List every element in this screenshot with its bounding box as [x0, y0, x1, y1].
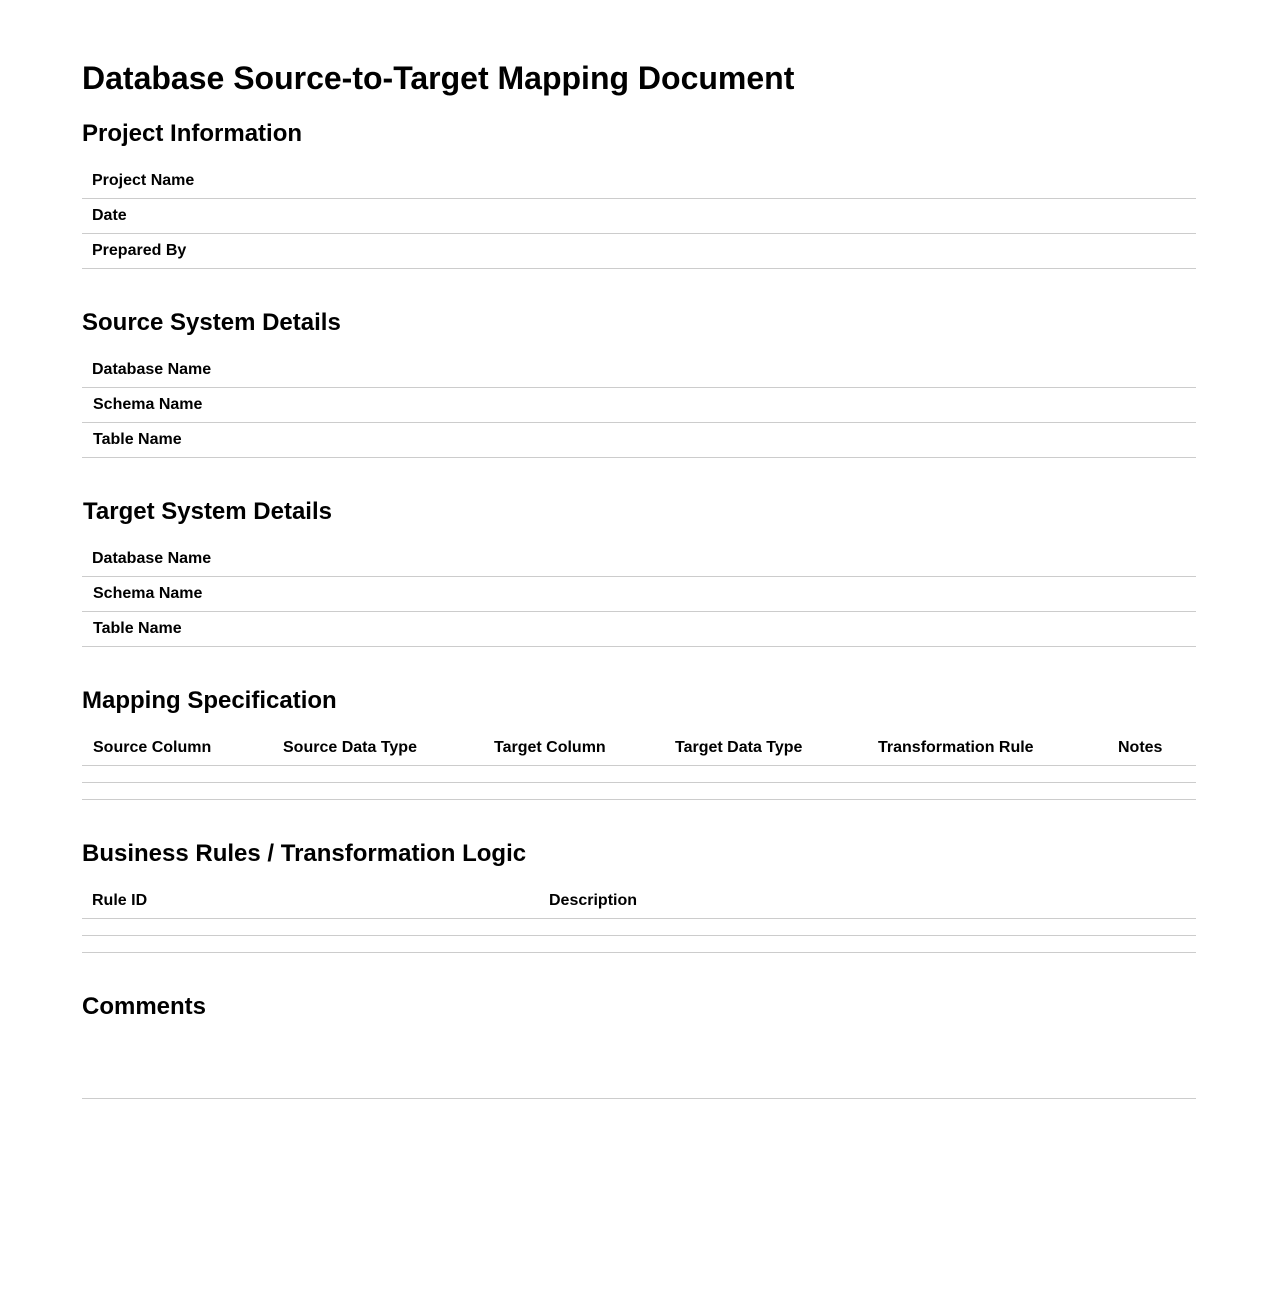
table-row [82, 783, 1196, 800]
field-label-table-name: Table Name [82, 423, 1196, 458]
source-system-table [82, 353, 1196, 458]
section-heading-project-information: Project Information [82, 120, 303, 147]
section-heading-target-system: Target System Details [83, 498, 332, 525]
column-header-description: Description [539, 884, 1196, 919]
field-label-database-name: Database Name [82, 353, 1196, 388]
column-header-notes: Notes [1108, 731, 1196, 766]
project-information-table [82, 164, 1196, 269]
cell [665, 783, 868, 800]
table-row [82, 423, 1196, 458]
field-label-date: Date [82, 199, 1196, 234]
table-row [82, 936, 1196, 953]
cell [484, 783, 665, 800]
table-row [82, 234, 1196, 269]
cell [868, 766, 1108, 783]
cell [82, 919, 539, 936]
cell [1108, 766, 1196, 783]
table-row [82, 164, 1196, 199]
table-row [82, 542, 1196, 577]
field-label-schema-name: Schema Name [82, 388, 1196, 423]
table-header-row [82, 884, 1196, 919]
cell [82, 936, 539, 953]
field-label-schema-name: Schema Name [82, 577, 1196, 612]
section-heading-mapping-specification: Mapping Specification [82, 687, 337, 714]
column-header-transformation-rule: Transformation Rule [868, 731, 1108, 766]
table-row [82, 388, 1196, 423]
cell [539, 919, 1196, 936]
cell [273, 766, 484, 783]
comments-area [82, 1030, 1196, 1099]
cell [1108, 783, 1196, 800]
field-label-table-name: Table Name [82, 612, 1196, 647]
table-row [82, 199, 1196, 234]
section-heading-source-system: Source System Details [82, 309, 341, 336]
table-row [82, 577, 1196, 612]
cell [539, 936, 1196, 953]
document-title: Database Source-to-Target Mapping Document [82, 60, 795, 96]
cell [82, 766, 273, 783]
column-header-target-data-type: Target Data Type [665, 731, 868, 766]
field-label-database-name: Database Name [82, 542, 1196, 577]
column-header-source-column: Source Column [82, 731, 273, 766]
section-heading-comments: Comments [82, 993, 207, 1020]
cell [273, 783, 484, 800]
cell [484, 766, 665, 783]
table-row [82, 919, 1196, 936]
section-heading-business-rules: Business Rules / Transformation Logic [82, 840, 527, 867]
mapping-specification-table [82, 731, 1196, 800]
table-row [82, 612, 1196, 647]
column-header-target-column: Target Column [484, 731, 665, 766]
cell [82, 783, 273, 800]
cell [868, 783, 1108, 800]
field-label-prepared-by: Prepared By [82, 234, 1196, 269]
column-header-rule-id: Rule ID [82, 884, 539, 919]
column-header-source-data-type: Source Data Type [273, 731, 484, 766]
target-system-table [82, 542, 1196, 647]
business-rules-table [82, 884, 1196, 953]
table-row [82, 766, 1196, 783]
table-header-row [82, 731, 1196, 766]
field-label-project-name: Project Name [82, 164, 1196, 199]
cell [665, 766, 868, 783]
table-row [82, 353, 1196, 388]
